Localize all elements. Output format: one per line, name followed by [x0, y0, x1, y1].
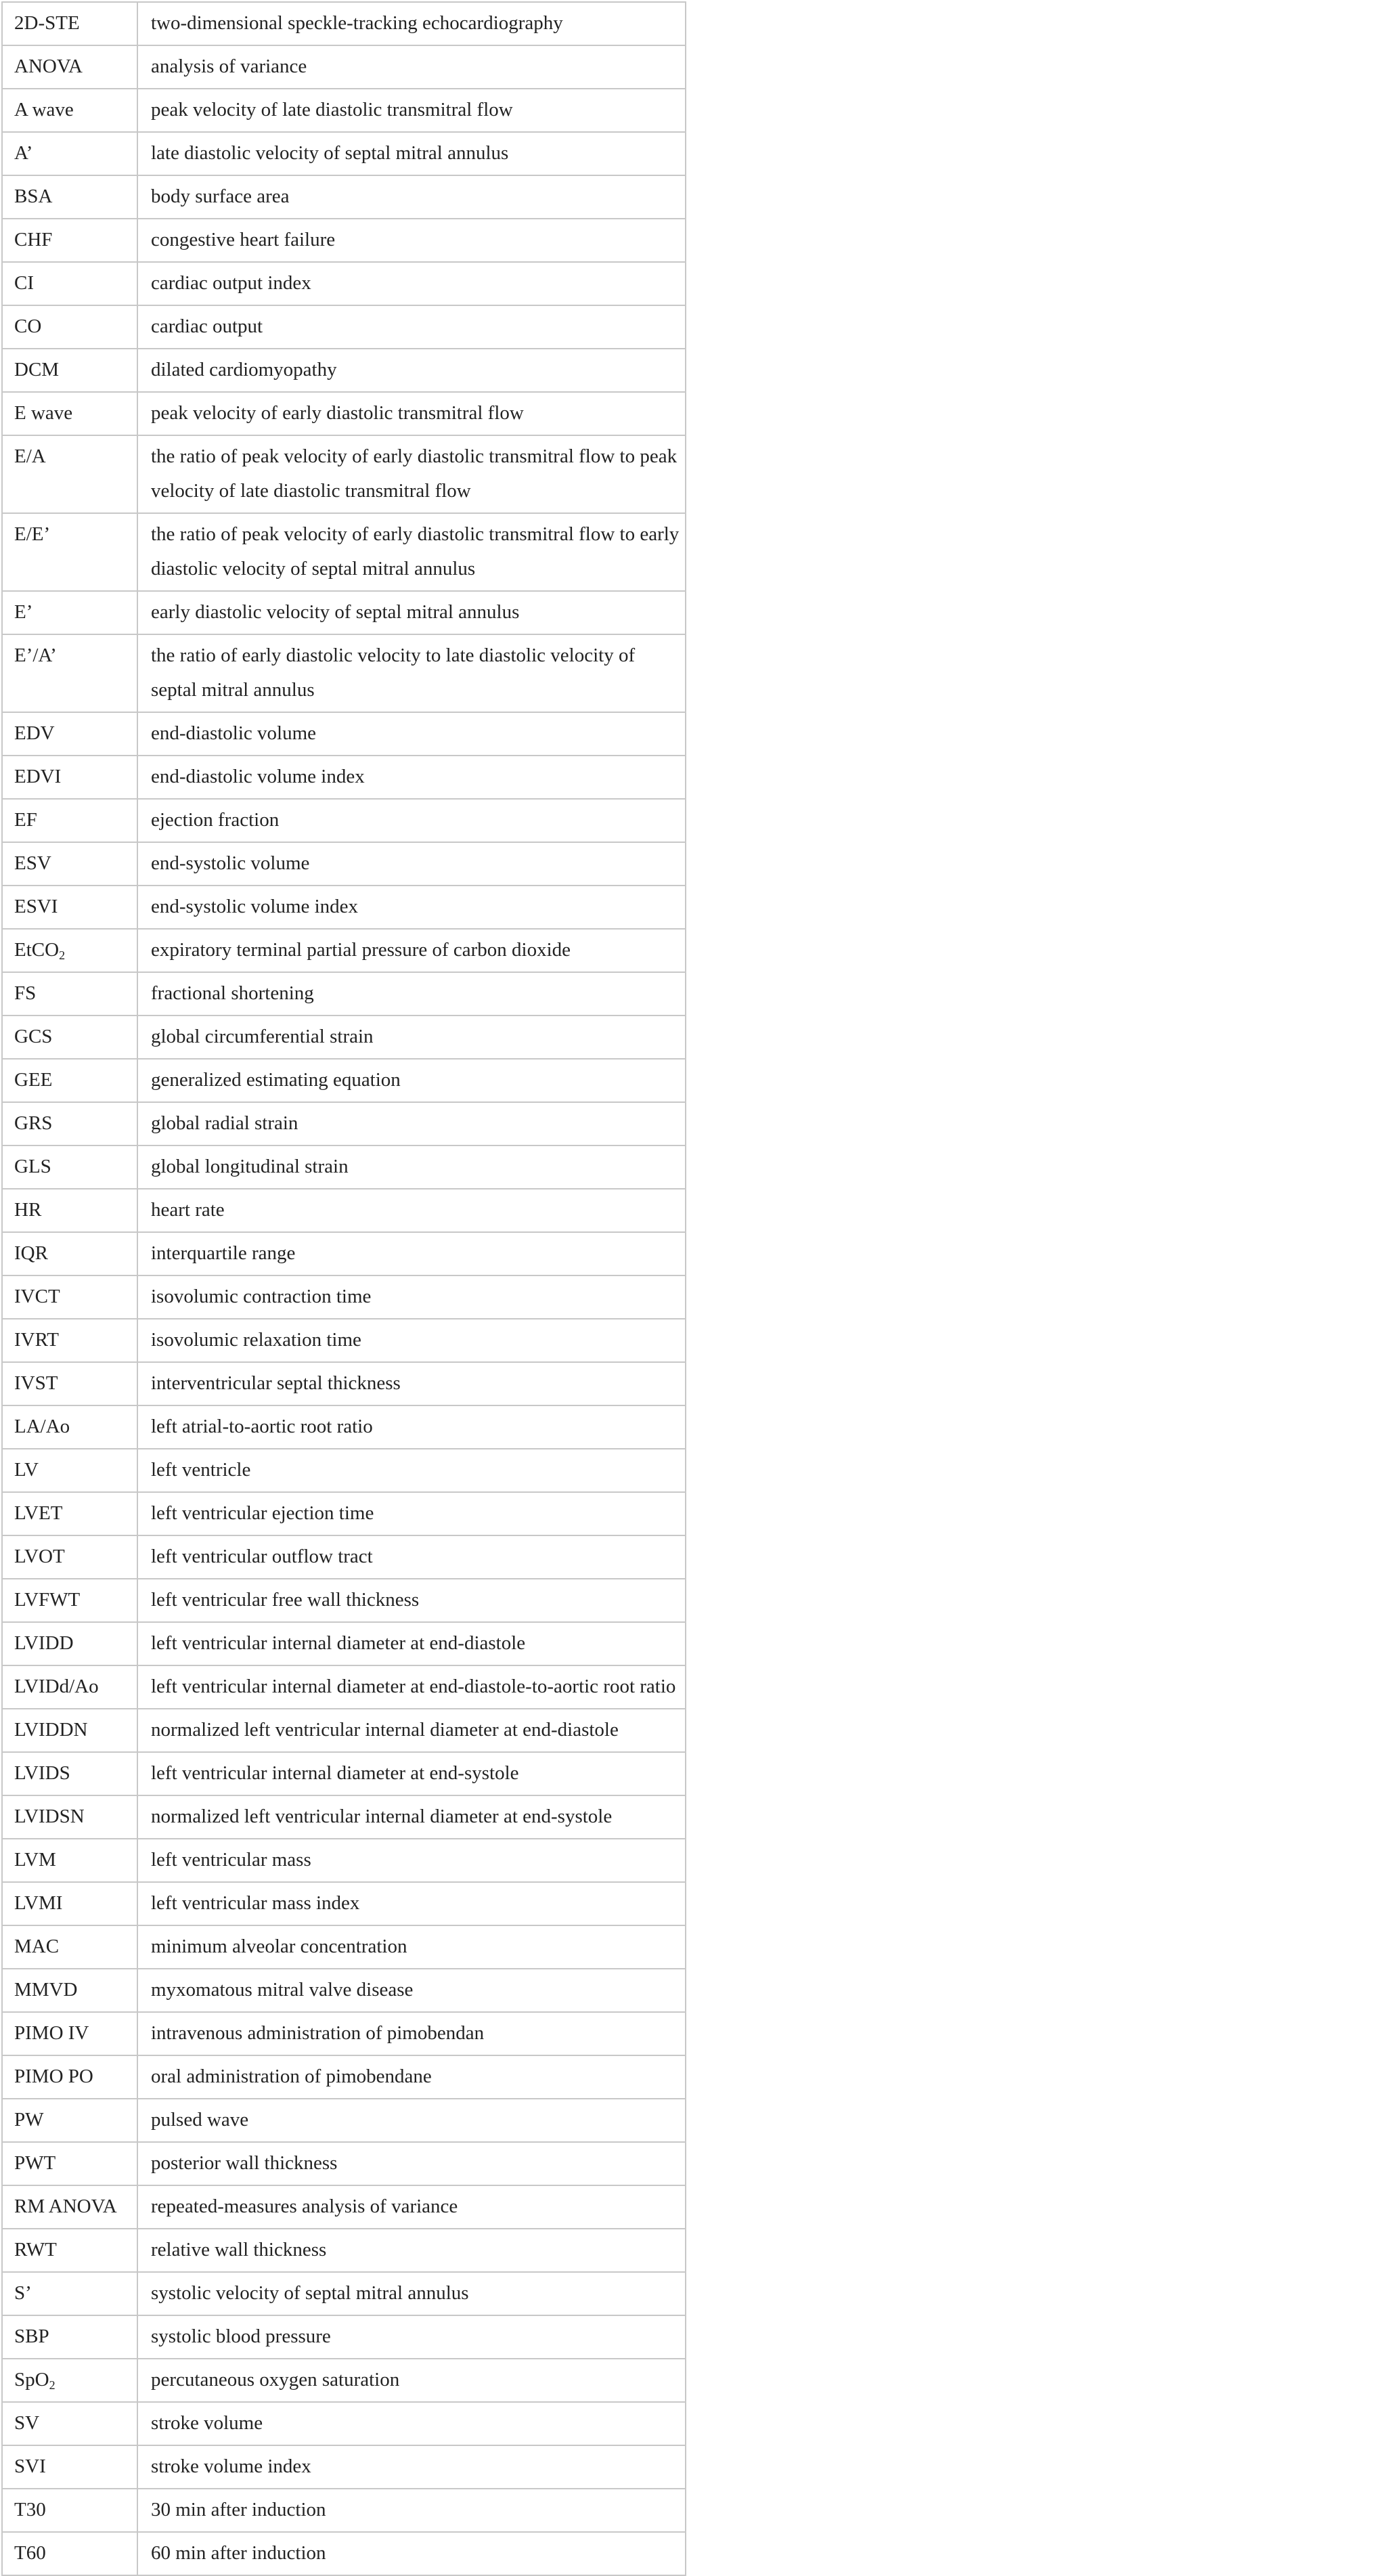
abbreviation-definition: global longitudinal strain	[137, 1145, 686, 1189]
abbreviation-term	[2, 1275, 137, 1319]
abbreviation-term	[2, 1189, 137, 1232]
table-row	[2, 1492, 686, 1535]
abbreviation-term	[2, 1709, 137, 1752]
abbreviation-term-text: DCM	[14, 359, 60, 380]
table-row	[2, 349, 686, 392]
table-row	[2, 972, 686, 1016]
abbreviation-term-text: IQR	[14, 1242, 48, 1264]
abbreviation-term	[2, 219, 137, 262]
abbreviation-term-text: LVIDSN	[14, 1806, 85, 1827]
abbreviation-definition: interquartile range	[137, 1232, 686, 1275]
abbreviation-definition: pulsed wave	[137, 2099, 686, 2142]
abbreviation-term-text: LVFWT	[14, 1589, 81, 1611]
abbreviation-term	[2, 2532, 137, 2575]
abbreviation-term	[2, 1839, 137, 1882]
abbreviation-definition: systolic velocity of septal mitral annulus	[137, 2272, 686, 2315]
abbreviation-term-text: LVET	[14, 1502, 63, 1524]
abbreviation-term	[2, 305, 137, 349]
abbreviation-definition: myxomatous mitral valve disease	[137, 1969, 686, 2012]
table-row	[2, 886, 686, 929]
abbreviation-term-text: LVM	[14, 1849, 56, 1871]
abbreviations-table-body	[2, 2, 686, 2575]
abbreviation-term	[2, 2185, 137, 2229]
abbreviation-term-text: FS	[14, 982, 37, 1004]
abbreviation-term	[2, 756, 137, 799]
abbreviation-term	[2, 1405, 137, 1449]
abbreviation-term-text: IVST	[14, 1372, 58, 1394]
abbreviation-term-text: LVIDD	[14, 1632, 74, 1654]
abbreviation-definition: generalized estimating equation	[137, 1059, 686, 1102]
table-row	[2, 1535, 686, 1579]
abbreviation-term-text: CO	[14, 315, 42, 337]
abbreviation-term-text: A’	[14, 142, 33, 164]
abbreviation-definition: left ventricular free wall thickness	[137, 1579, 686, 1622]
abbreviation-definition: heart rate	[137, 1189, 686, 1232]
abbreviation-term	[2, 591, 137, 634]
abbreviation-definition: left ventricular internal diameter at end-diastole-to-aortic root ratio	[137, 1665, 686, 1709]
abbreviation-term	[2, 2142, 137, 2185]
table-row	[2, 1795, 686, 1839]
abbreviation-definition: left ventricular mass	[137, 1839, 686, 1882]
table-row	[2, 1665, 686, 1709]
table-row	[2, 1925, 686, 1969]
abbreviation-term-text: T30	[14, 2499, 46, 2520]
table-row	[2, 2055, 686, 2099]
table-row	[2, 2185, 686, 2229]
abbreviation-term-text: SV	[14, 2412, 40, 2434]
abbreviation-term-text: ESV	[14, 852, 51, 874]
abbreviation-definition: body surface area	[137, 175, 686, 219]
table-row	[2, 2229, 686, 2272]
abbreviation-term	[2, 262, 137, 305]
abbreviation-definition: two-dimensional speckle-tracking echocardiography	[137, 2, 686, 45]
abbreviation-definition: congestive heart failure	[137, 219, 686, 262]
table-row	[2, 1622, 686, 1665]
table-row	[2, 1752, 686, 1795]
abbreviation-term-text: HR	[14, 1199, 42, 1221]
abbreviation-term-text: CHF	[14, 229, 53, 250]
abbreviation-term	[2, 435, 137, 513]
abbreviation-definition: global radial strain	[137, 1102, 686, 1145]
abbreviation-definition: 60 min after induction	[137, 2532, 686, 2575]
abbreviation-term	[2, 1492, 137, 1535]
table-row	[2, 1232, 686, 1275]
abbreviation-term-subscript: 2	[49, 2378, 55, 2393]
abbreviation-term-text: 2D-STE	[14, 12, 80, 34]
abbreviation-term	[2, 2272, 137, 2315]
table-row	[2, 219, 686, 262]
abbreviation-term-text: IVCT	[14, 1286, 60, 1307]
abbreviation-term-text: LV	[14, 1459, 39, 1481]
table-row	[2, 305, 686, 349]
abbreviation-term-text: EF	[14, 809, 37, 831]
abbreviation-term	[2, 1362, 137, 1405]
abbreviation-term	[2, 1016, 137, 1059]
abbreviation-term	[2, 349, 137, 392]
abbreviation-definition: minimum alveolar concentration	[137, 1925, 686, 1969]
abbreviation-term-text: LVMI	[14, 1892, 63, 1914]
table-row	[2, 1405, 686, 1449]
abbreviation-term-text: PW	[14, 2109, 44, 2131]
table-row	[2, 392, 686, 435]
table-row	[2, 1016, 686, 1059]
table-row	[2, 513, 686, 591]
abbreviation-term-text: BSA	[14, 185, 53, 207]
abbreviation-definition: late diastolic velocity of septal mitral annulus	[137, 132, 686, 175]
abbreviation-term-text: LVIDd/Ao	[14, 1676, 99, 1697]
table-row	[2, 1969, 686, 2012]
abbreviation-term	[2, 1319, 137, 1362]
abbreviation-definition: left ventricular internal diameter at end-systole	[137, 1752, 686, 1795]
abbreviation-definition: early diastolic velocity of septal mitral annulus	[137, 591, 686, 634]
abbreviation-term-text: E’/A’	[14, 645, 57, 666]
abbreviation-term-text: RWT	[14, 2239, 57, 2261]
table-row	[2, 2532, 686, 2575]
table-row	[2, 2272, 686, 2315]
abbreviation-term	[2, 799, 137, 842]
abbreviation-term-text: LVIDDN	[14, 1719, 88, 1741]
abbreviation-definition: relative wall thickness	[137, 2229, 686, 2272]
abbreviation-term	[2, 2359, 137, 2402]
abbreviation-definition: left ventricular mass index	[137, 1882, 686, 1925]
abbreviation-definition: left atrial-to-aortic root ratio	[137, 1405, 686, 1449]
table-row	[2, 591, 686, 634]
abbreviation-term	[2, 1145, 137, 1189]
abbreviation-definition: end-systolic volume	[137, 842, 686, 886]
table-row	[2, 1449, 686, 1492]
table-row	[2, 2445, 686, 2489]
abbreviation-term-text: GEE	[14, 1069, 53, 1091]
table-row	[2, 175, 686, 219]
table-row	[2, 2315, 686, 2359]
abbreviation-term-text: GLS	[14, 1156, 51, 1177]
abbreviation-definition: the ratio of early diastolic velocity to late diastolic velocity of septal mitral annulus	[137, 634, 686, 712]
abbreviation-term	[2, 712, 137, 756]
table-row	[2, 89, 686, 132]
abbreviation-term-text: RM ANOVA	[14, 2196, 117, 2217]
abbreviation-term-text: LVIDS	[14, 1762, 70, 1784]
abbreviation-term-text: ESVI	[14, 896, 58, 917]
table-row	[2, 799, 686, 842]
abbreviation-definition: posterior wall thickness	[137, 2142, 686, 2185]
abbreviations-table	[1, 1, 686, 2576]
abbreviation-term	[2, 1622, 137, 1665]
abbreviation-term-text: GRS	[14, 1112, 53, 1134]
abbreviation-term-text: ANOVA	[14, 56, 83, 77]
abbreviation-definition: normalized left ventricular internal diameter at end-diastole	[137, 1709, 686, 1752]
abbreviation-definition: stroke volume	[137, 2402, 686, 2445]
abbreviation-definition: 30 min after induction	[137, 2489, 686, 2532]
abbreviation-definition: normalized left ventricular internal diameter at end-systole	[137, 1795, 686, 1839]
table-row	[2, 45, 686, 89]
abbreviation-term	[2, 89, 137, 132]
table-row	[2, 1275, 686, 1319]
abbreviation-term-text: MAC	[14, 1936, 60, 1957]
table-row	[2, 1145, 686, 1189]
abbreviation-definition: end-diastolic volume index	[137, 756, 686, 799]
abbreviation-definition: end-diastolic volume	[137, 712, 686, 756]
abbreviation-definition: analysis of variance	[137, 45, 686, 89]
abbreviation-term	[2, 1232, 137, 1275]
table-row	[2, 2142, 686, 2185]
abbreviation-term	[2, 1882, 137, 1925]
abbreviation-term-text: EDV	[14, 722, 55, 744]
abbreviation-term	[2, 1579, 137, 1622]
abbreviation-term-text: E’	[14, 601, 33, 623]
abbreviation-definition: ejection fraction	[137, 799, 686, 842]
table-row	[2, 1102, 686, 1145]
abbreviation-term	[2, 1795, 137, 1839]
abbreviation-term	[2, 2, 137, 45]
table-row	[2, 1882, 686, 1925]
abbreviation-term-text: E/E’	[14, 523, 51, 545]
abbreviation-term-text: E wave	[14, 402, 73, 424]
table-row	[2, 756, 686, 799]
abbreviation-definition: dilated cardiomyopathy	[137, 349, 686, 392]
abbreviation-term-text: CI	[14, 272, 34, 294]
table-row	[2, 2402, 686, 2445]
abbreviation-term	[2, 929, 137, 972]
abbreviation-term-text: SVI	[14, 2455, 46, 2477]
table-row	[2, 2099, 686, 2142]
table-row	[2, 634, 686, 712]
abbreviation-term-text: PIMO PO	[14, 2066, 93, 2087]
table-row	[2, 1579, 686, 1622]
abbreviation-term	[2, 392, 137, 435]
abbreviation-definition: end-systolic volume index	[137, 886, 686, 929]
abbreviation-term-text: GCS	[14, 1026, 53, 1047]
table-row	[2, 1059, 686, 1102]
abbreviation-term-text: T60	[14, 2542, 46, 2564]
abbreviation-definition: cardiac output index	[137, 262, 686, 305]
abbreviation-definition: the ratio of peak velocity of early diastolic transmitral flow to early diastolic velocity of septal mitral annulus	[137, 513, 686, 591]
abbreviation-term-text: IVRT	[14, 1329, 59, 1351]
abbreviation-term	[2, 886, 137, 929]
abbreviation-definition: stroke volume index	[137, 2445, 686, 2489]
abbreviation-term	[2, 175, 137, 219]
abbreviation-definition: the ratio of peak velocity of early diastolic transmitral flow to peak velocity of late diastolic transmitral flow	[137, 435, 686, 513]
abbreviation-definition: left ventricle	[137, 1449, 686, 1492]
abbreviation-term-text: SpO	[14, 2369, 49, 2391]
abbreviation-term-text: PIMO IV	[14, 2022, 89, 2044]
abbreviation-term	[2, 972, 137, 1016]
abbreviation-definition: intravenous administration of pimobendan	[137, 2012, 686, 2055]
abbreviation-term	[2, 634, 137, 712]
abbreviation-definition: expiratory terminal partial pressure of carbon dioxide	[137, 929, 686, 972]
abbreviation-definition: interventricular septal thickness	[137, 1362, 686, 1405]
abbreviation-term	[2, 132, 137, 175]
abbreviation-definition: left ventricular outflow tract	[137, 1535, 686, 1579]
abbreviation-term-text: LVOT	[14, 1546, 65, 1567]
abbreviation-term	[2, 1752, 137, 1795]
abbreviation-definition: peak velocity of early diastolic transmitral flow	[137, 392, 686, 435]
table-row	[2, 262, 686, 305]
table-row	[2, 1189, 686, 1232]
abbreviation-definition: percutaneous oxygen saturation	[137, 2359, 686, 2402]
abbreviation-definition: global circumferential strain	[137, 1016, 686, 1059]
table-row	[2, 1709, 686, 1752]
abbreviation-term	[2, 842, 137, 886]
abbreviation-term-text: MMVD	[14, 1979, 78, 2001]
abbreviation-term-subscript: 2	[59, 948, 66, 963]
abbreviation-term	[2, 1059, 137, 1102]
abbreviation-definition: cardiac output	[137, 305, 686, 349]
abbreviation-definition: fractional shortening	[137, 972, 686, 1016]
abbreviation-term-text: S’	[14, 2282, 32, 2304]
abbreviation-term	[2, 1102, 137, 1145]
table-row	[2, 929, 686, 972]
table-row	[2, 1362, 686, 1405]
abbreviation-term	[2, 2402, 137, 2445]
abbreviation-term	[2, 2012, 137, 2055]
abbreviation-term-text: SBP	[14, 2326, 49, 2347]
table-row	[2, 2012, 686, 2055]
abbreviation-term	[2, 2099, 137, 2142]
abbreviation-term	[2, 513, 137, 591]
abbreviation-term	[2, 2229, 137, 2272]
table-row	[2, 1319, 686, 1362]
abbreviation-term-text: EtCO	[14, 939, 60, 961]
abbreviation-term	[2, 2055, 137, 2099]
table-row	[2, 132, 686, 175]
abbreviation-term-text: LA/Ao	[14, 1416, 70, 1437]
abbreviation-definition: left ventricular ejection time	[137, 1492, 686, 1535]
abbreviation-term	[2, 1969, 137, 2012]
abbreviation-term	[2, 1925, 137, 1969]
abbreviation-definition: repeated-measures analysis of variance	[137, 2185, 686, 2229]
table-row	[2, 1839, 686, 1882]
table-row	[2, 2489, 686, 2532]
abbreviation-term-text: PWT	[14, 2152, 56, 2174]
abbreviation-term	[2, 1535, 137, 1579]
table-row	[2, 435, 686, 513]
abbreviation-term-text: A wave	[14, 99, 74, 121]
abbreviation-definition: oral administration of pimobendane	[137, 2055, 686, 2099]
abbreviation-term	[2, 2489, 137, 2532]
table-row	[2, 2, 686, 45]
abbreviation-definition: peak velocity of late diastolic transmitral flow	[137, 89, 686, 132]
abbreviation-term	[2, 45, 137, 89]
table-row	[2, 842, 686, 886]
abbreviation-term	[2, 1665, 137, 1709]
abbreviation-term-text: E/A	[14, 445, 46, 467]
table-row	[2, 712, 686, 756]
abbreviation-definition: systolic blood pressure	[137, 2315, 686, 2359]
abbreviation-term	[2, 2315, 137, 2359]
abbreviation-term-text: EDVI	[14, 766, 62, 787]
abbreviation-definition: isovolumic relaxation time	[137, 1319, 686, 1362]
table-row	[2, 2359, 686, 2402]
abbreviation-definition: left ventricular internal diameter at end-diastole	[137, 1622, 686, 1665]
abbreviation-term	[2, 2445, 137, 2489]
abbreviation-term	[2, 1449, 137, 1492]
abbreviation-definition: isovolumic contraction time	[137, 1275, 686, 1319]
